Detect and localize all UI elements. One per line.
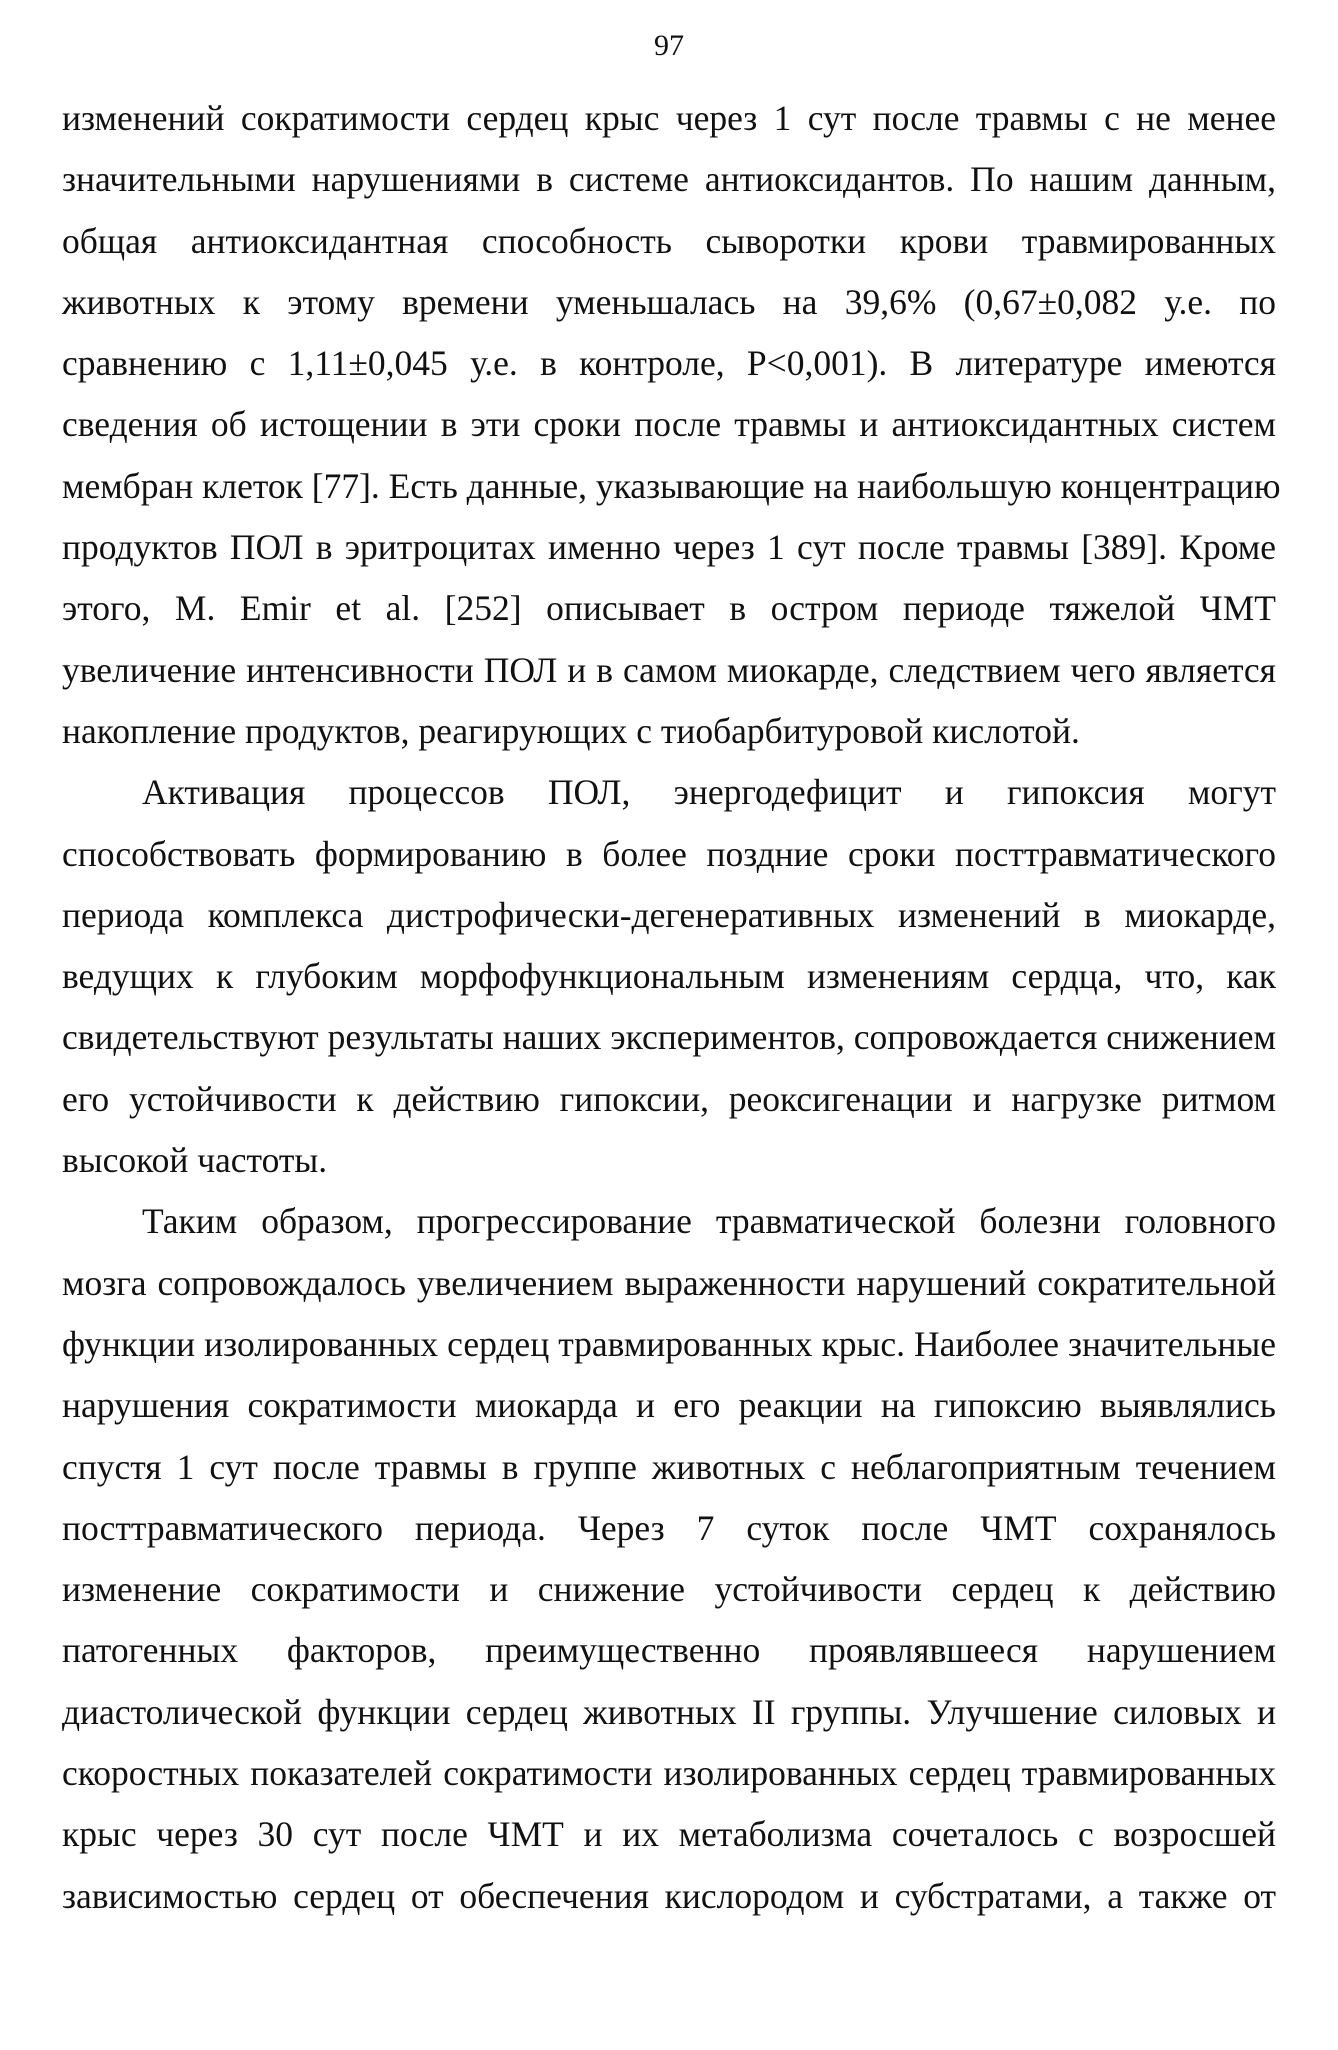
text-line: Активация процессов ПОЛ, энергодефицит и гипоксия могут [142, 772, 1276, 813]
text-line: зависимостью сердец от обеспечения кислородом и субстратами, а также от [62, 1875, 1276, 1916]
text-line: высокой частоты. [62, 1140, 328, 1181]
text-line: этого, M. Emir et al. [252] описывает в остром периоде тяжелой ЧМТ [62, 588, 1276, 629]
text-line: изменение сократимости и снижение устойчивости сердец к действию [62, 1569, 1276, 1610]
text-line: периода комплекса дистрофически-дегенеративных изменений в миокарде, [62, 894, 1276, 935]
text-line: увеличение интенсивности ПОЛ и в самом миокарде, следствием чего является [62, 649, 1276, 690]
text-line: животных к этому времени уменьшалась на 39,6% (0,67±0,082 у.е. по [62, 281, 1276, 322]
paragraph-2 [62, 762, 1276, 1191]
text-line: изменений сократимости сердец крыс через 1 сут после травмы с не менее [62, 98, 1276, 138]
text-line: значительными нарушениями в системе антиоксидантов. По нашим данным, [62, 159, 1276, 200]
text-line: общая антиоксидантная способность сыворотки крови травмированных [62, 220, 1276, 261]
text-line: крыс через 30 сут после ЧМТ и их метаболизма сочеталось с возросшей [62, 1814, 1276, 1855]
paragraph-1 [62, 88, 1281, 762]
text-line: скоростных показателей сократимости изолированных сердец травмированных [62, 1753, 1276, 1794]
text-line: Таким образом, прогрессирование травматической болезни головного [142, 1201, 1276, 1242]
text-line: мозга сопровождалось увеличением выраженности нарушений сократительной [62, 1262, 1276, 1303]
text-line: способствовать формированию в более поздние сроки посттравматического [62, 833, 1276, 874]
paragraph-3 [62, 1191, 1276, 1927]
document-page [62, 26, 1281, 1927]
text-line: ведущих к глубоким морфофункциональным изменениям сердца, что, как [62, 956, 1276, 997]
text-line: диастолической функции сердец животных II группы. Улучшение силовых и [62, 1691, 1276, 1732]
text-line: свидетельствуют результаты наших экспериментов, сопровождается снижением [62, 1017, 1276, 1058]
text-line: продуктов ПОЛ в эритроцитах именно через 1 сут после травмы [389]. Кроме [62, 527, 1276, 568]
text-line: сравнению с 1,11±0,045 у.е. в контроле, Р<0,001). В литературе имеются [62, 343, 1276, 384]
text-line: патогенных факторов, преимущественно проявлявшееся нарушением [62, 1630, 1276, 1671]
text-line: его устойчивости к действию гипоксии, реоксигенации и нагрузке ритмом [62, 1078, 1276, 1119]
text-line: спустя 1 сут после травмы в группе животных с неблагоприятным течением [62, 1446, 1276, 1487]
text-line: мембран клеток [77]. Есть данные, указывающие на наибольшую концентрацию [62, 465, 1281, 506]
text-line: нарушения сократимости миокарда и его реакции на гипоксию выявлялись [62, 1385, 1276, 1426]
page-number: 97 [654, 29, 684, 62]
text-line: накопление продуктов, реагирующих с тиобарбитуровой кислотой. [62, 710, 1080, 751]
text-line: функции изолированных сердец травмированных крыс. Наиболее значительные [62, 1323, 1276, 1364]
text-line: сведения об истощении в эти сроки после травмы и антиоксидантных систем [62, 404, 1276, 445]
text-line: посттравматического периода. Через 7 суток после ЧМТ сохранялось [62, 1507, 1276, 1548]
